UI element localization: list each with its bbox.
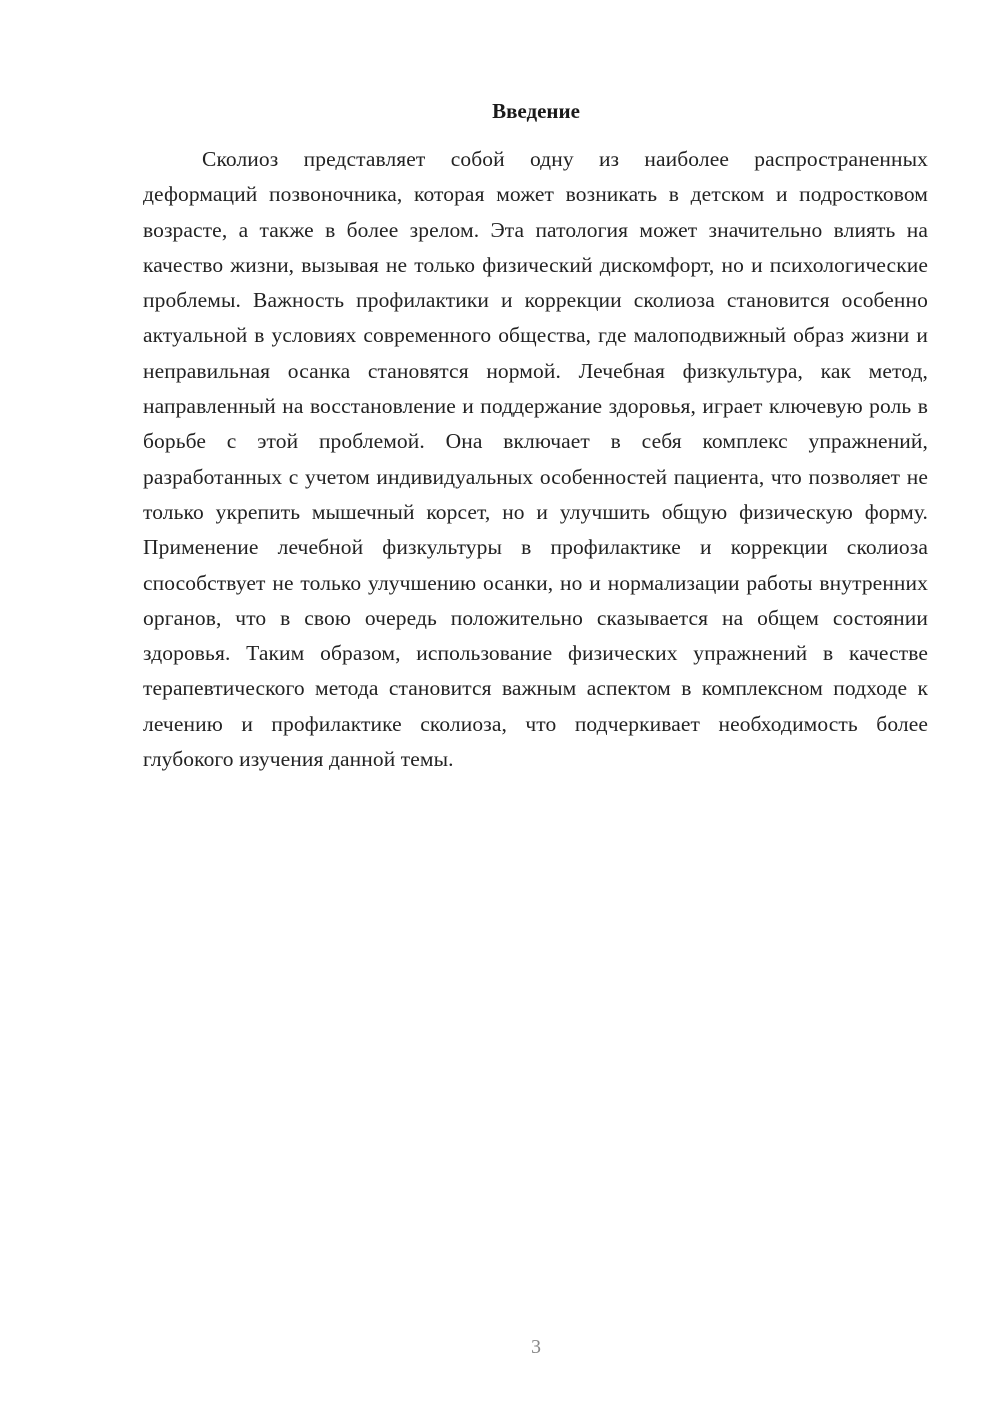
body-paragraph: Сколиоз представляет собой одну из наиболее распространенных деформаций позвоночника, которая может возникать в детском и подростковом возрасте, а также в более зрелом. Эта патология может значительно влиять на качество жизни, вызывая не только физический дискомфорт, но и психологические проблемы. Важность профилактики и коррекции сколиоза становится особенно актуальной в условиях современного общества, где малоподвижный образ жизни и неправильная осанка становятся нормой. Лечебная физкультура, как метод, направленный на восстановление и поддержание здоровья, играет ключевую роль в борьбе с этой проблемой. Она включает в себя комплекс упражнений, разработанных с учетом индивидуальных особенностей пациента, что позволяет не только укрепить мышечный корсет, но и улучшить общую физическую форму. Применение лечебной физкультуры в профилактике и коррекции сколиоза способствует не только улучшению осанки, но и нормализации работы внутренних органов, что в свою очередь положительно сказывается на общем состоянии здоровья. Таким образом, использование физических упражнений в качестве терапевтического метода становится важным аспектом в комплексном подходе к лечению и профилактике сколиоза, что подчеркивает необходимость более глубокого изучения данной темы. bbox=[143, 147, 928, 772]
page-number: 3 bbox=[531, 1336, 541, 1358]
section-heading: Введение bbox=[492, 99, 580, 123]
